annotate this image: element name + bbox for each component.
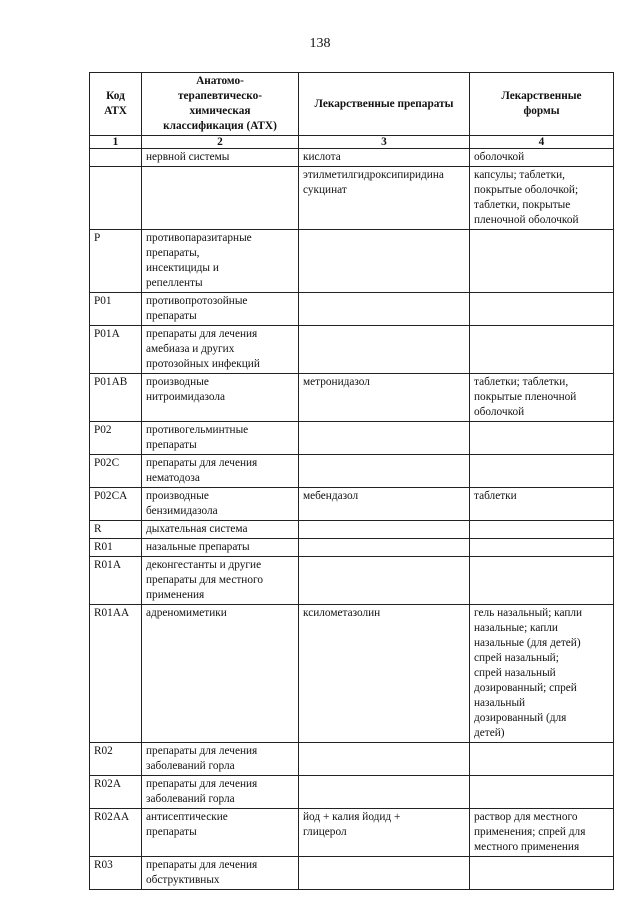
- atx-code-cell: R02AA: [90, 809, 142, 857]
- table-row: [90, 230, 614, 293]
- drug-cell: [299, 776, 470, 809]
- dosage-form-cell: [470, 230, 614, 293]
- drug-cell: кислота: [299, 149, 470, 167]
- table-row: [90, 422, 614, 455]
- drug-cell: этилметилгидроксипиридина сукцинат: [299, 167, 470, 230]
- table-row: [90, 521, 614, 539]
- dosage-form-cell: таблетки; таблетки, покрытые пленочной оболочкой: [470, 374, 614, 422]
- classification-cell: деконгестанты и другие препараты для местного применения: [142, 557, 299, 605]
- atx-code-cell: P02CA: [90, 488, 142, 521]
- drug-cell: [299, 857, 470, 890]
- dosage-form-cell: [470, 521, 614, 539]
- drug-cell: [299, 557, 470, 605]
- atx-code-cell: [90, 149, 142, 167]
- page-number: 138: [309, 36, 331, 51]
- table-row: [90, 809, 614, 857]
- dosage-form-cell: таблетки: [470, 488, 614, 521]
- atx-code-cell: R01A: [90, 557, 142, 605]
- atx-code-cell: R03: [90, 857, 142, 890]
- classification-cell: противопротозойные препараты: [142, 293, 299, 326]
- table-row: [90, 326, 614, 374]
- table-row: [90, 488, 614, 521]
- atx-code-cell: P02: [90, 422, 142, 455]
- table-row: [90, 455, 614, 488]
- header-classification: Анатомо- терапевтическо- химическая классификация (АТХ): [142, 73, 299, 136]
- header-drugs: Лекарственные препараты: [299, 73, 470, 136]
- drug-cell: [299, 230, 470, 293]
- dosage-form-cell: [470, 326, 614, 374]
- table-body: [90, 149, 614, 890]
- classification-cell: противопаразитарные препараты, инсектициды и репелленты: [142, 230, 299, 293]
- classification-cell: назальные препараты: [142, 539, 299, 557]
- dosage-form-cell: [470, 293, 614, 326]
- dosage-form-cell: гель назальный; капли назальные; капли назальные (для детей) спрей назальный; спрей назальный дозированный; спрей назальный дозированный (для детей): [470, 605, 614, 743]
- drug-cell: [299, 293, 470, 326]
- column-number: 2: [142, 136, 299, 149]
- classification-cell: противогельминтные препараты: [142, 422, 299, 455]
- column-number: 1: [90, 136, 142, 149]
- atx-code-cell: P01: [90, 293, 142, 326]
- table-row: [90, 557, 614, 605]
- drug-cell: [299, 539, 470, 557]
- dosage-form-cell: капсулы; таблетки, покрытые оболочкой; таблетки, покрытые пленочной оболочкой: [470, 167, 614, 230]
- column-number: 4: [470, 136, 614, 149]
- drug-cell: [299, 521, 470, 539]
- column-number: 3: [299, 136, 470, 149]
- atx-table: [89, 72, 614, 890]
- table-header-row: [90, 73, 614, 136]
- table-row: [90, 539, 614, 557]
- atx-code-cell: R01: [90, 539, 142, 557]
- dosage-form-cell: [470, 557, 614, 605]
- classification-cell: дыхательная система: [142, 521, 299, 539]
- atx-code-cell: R02A: [90, 776, 142, 809]
- classification-cell: адреномиметики: [142, 605, 299, 743]
- classification-cell: препараты для лечения заболеваний горла: [142, 776, 299, 809]
- table-row: [90, 743, 614, 776]
- dosage-form-cell: [470, 776, 614, 809]
- table-row: [90, 167, 614, 230]
- classification-cell: производные бензимидазола: [142, 488, 299, 521]
- atx-code-cell: P01AB: [90, 374, 142, 422]
- dosage-form-cell: [470, 857, 614, 890]
- drug-cell: ксилометазолин: [299, 605, 470, 743]
- drug-cell: [299, 422, 470, 455]
- classification-cell: [142, 167, 299, 230]
- dosage-form-cell: [470, 539, 614, 557]
- dosage-form-cell: [470, 455, 614, 488]
- atx-code-cell: [90, 167, 142, 230]
- atx-code-cell: P02C: [90, 455, 142, 488]
- header-forms: Лекарственные формы: [470, 73, 614, 136]
- header-atx-code: Код АТХ: [90, 73, 142, 136]
- table-row: [90, 857, 614, 890]
- dosage-form-cell: оболочкой: [470, 149, 614, 167]
- classification-cell: препараты для лечения нематодоза: [142, 455, 299, 488]
- drug-cell: метронидазол: [299, 374, 470, 422]
- dosage-form-cell: раствор для местного применения; спрей для местного применения: [470, 809, 614, 857]
- atx-code-cell: P: [90, 230, 142, 293]
- table-row: [90, 374, 614, 422]
- classification-cell: препараты для лечения заболеваний горла: [142, 743, 299, 776]
- classification-cell: препараты для лечения обструктивных: [142, 857, 299, 890]
- table-row: [90, 149, 614, 167]
- classification-cell: антисептические препараты: [142, 809, 299, 857]
- classification-cell: препараты для лечения амебиаза и других протозойных инфекций: [142, 326, 299, 374]
- table-row: [90, 293, 614, 326]
- column-number-row: [90, 136, 614, 149]
- dosage-form-cell: [470, 743, 614, 776]
- table-row: [90, 776, 614, 809]
- drug-cell: [299, 455, 470, 488]
- atx-code-cell: R01AA: [90, 605, 142, 743]
- drug-cell: [299, 326, 470, 374]
- drug-cell: [299, 743, 470, 776]
- atx-code-cell: R02: [90, 743, 142, 776]
- drug-cell: мебендазол: [299, 488, 470, 521]
- dosage-form-cell: [470, 422, 614, 455]
- classification-cell: нервной системы: [142, 149, 299, 167]
- drug-cell: йод + калия йодид + глицерол: [299, 809, 470, 857]
- atx-code-cell: P01A: [90, 326, 142, 374]
- atx-code-cell: R: [90, 521, 142, 539]
- classification-cell: производные нитроимидазола: [142, 374, 299, 422]
- table-row: [90, 605, 614, 743]
